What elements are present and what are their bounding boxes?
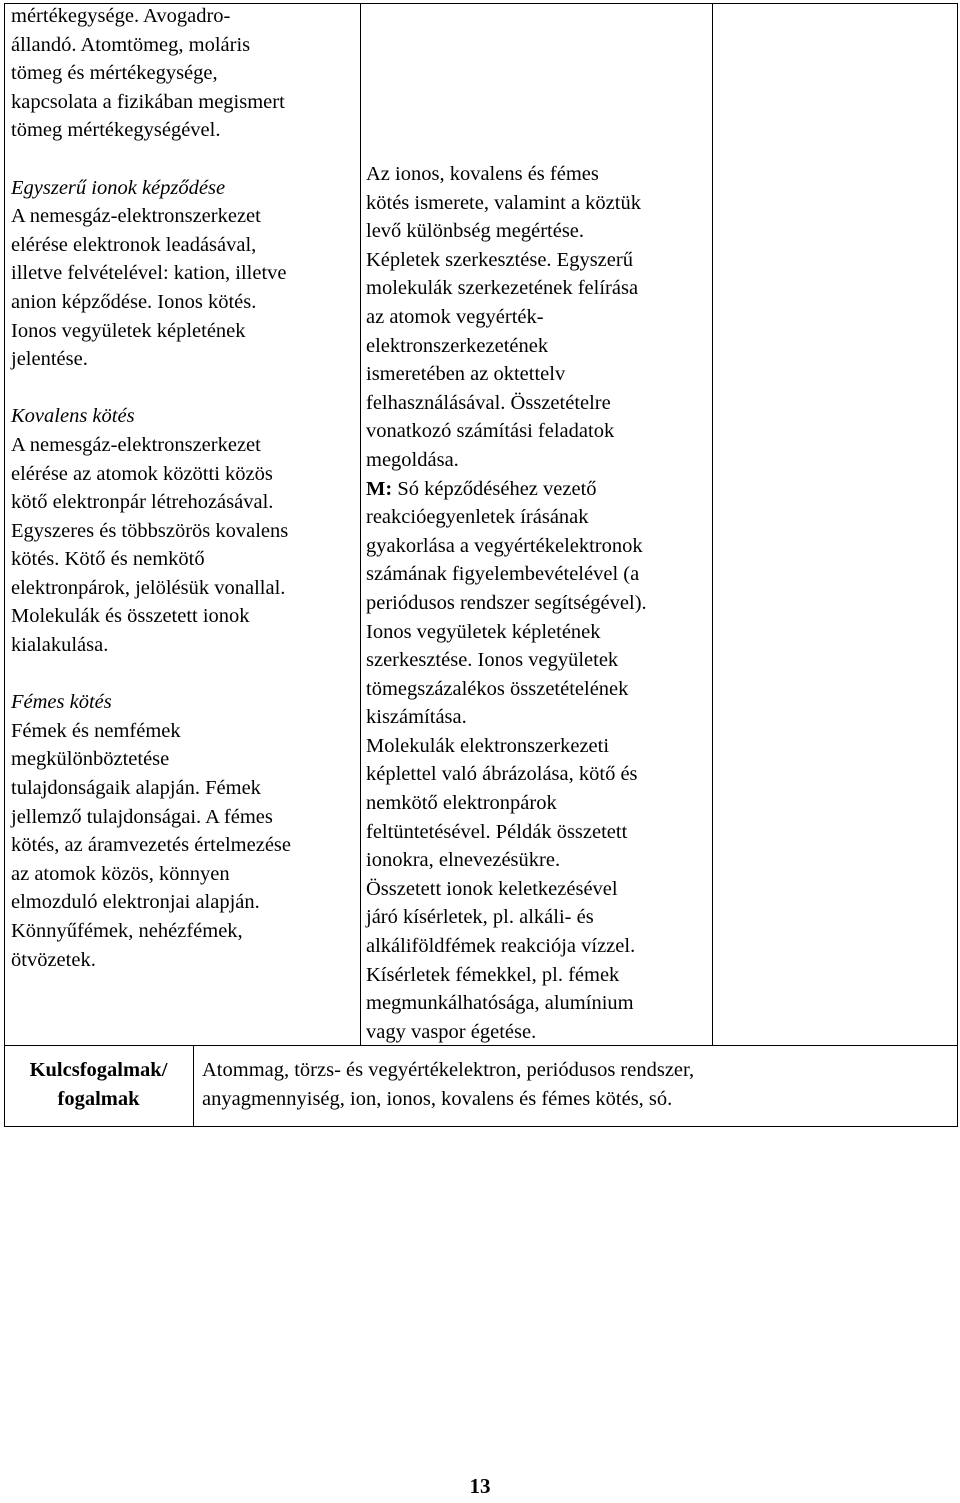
- intro-line: állandó. Atomtömeg, moláris: [11, 33, 251, 56]
- requirement-line: ismeretében az oktettelv: [366, 363, 566, 386]
- requirement-line: vonatkozó számítási feladatok: [366, 420, 615, 443]
- left-column-content: [11, 2, 356, 974]
- key-concepts-label: [5, 1056, 192, 1113]
- requirement-line: ionokra, elnevezésükre.: [366, 849, 561, 872]
- page-number: 13: [469, 1474, 491, 1498]
- section-line: Fémek és nemfémek: [11, 719, 181, 742]
- requirement-line: Összetett ionok keletkezésével: [366, 877, 618, 900]
- section-line: anion képződése. Ionos kötés.: [11, 290, 257, 313]
- requirement-line: nemkötő elektronpárok: [366, 792, 557, 815]
- label-cell-divider: [193, 1045, 194, 1127]
- requirement-line: Képletek szerkesztése. Egyszerű: [366, 248, 633, 271]
- section-line: kötés. Kötő és nemkötő: [11, 548, 205, 571]
- requirement-line: tömegszázalékos összetételének: [366, 677, 629, 700]
- section-line: elmozduló elektronjai alapján.: [11, 891, 260, 914]
- section-line: kialakulása.: [11, 634, 109, 657]
- table-border-right: [957, 3, 958, 1127]
- column-divider-2: [712, 3, 713, 1046]
- key-concepts-line: Atommag, törzs- és vegyértékelektron, periódusos rendszer,: [202, 1059, 695, 1081]
- requirement-line: Molekulák elektronszerkezeti: [366, 734, 610, 757]
- section-heading-metallic-bond: Fémes kötés: [11, 691, 112, 714]
- requirement-line: kiszámítása.: [366, 706, 467, 729]
- requirement-line: megoldása.: [366, 448, 459, 471]
- section-line: Molekulák és összetett ionok: [11, 605, 250, 628]
- requirement-line: kötés ismerete, valamint a köztük: [366, 191, 641, 214]
- column-divider-1: [360, 3, 361, 1046]
- intro-line: mértékegysége. Avogadro-: [11, 5, 231, 27]
- intro-line: kapcsolata a fizikában megismert: [11, 90, 285, 113]
- section-line: illetve felvételével: kation, illetve: [11, 262, 287, 285]
- requirement-line: felhasználásával. Összetételre: [366, 391, 611, 414]
- section-line: megkülönböztetése: [11, 748, 170, 771]
- key-concepts-text: [202, 1056, 952, 1113]
- m-first-line: Só képződéséhez vezető: [392, 477, 597, 500]
- requirement-line: az atomok vegyérték-: [366, 305, 544, 328]
- requirement-line: Kísérletek fémekkel, pl. fémek: [366, 963, 620, 986]
- requirement-line: megmunkálhatósága, alumínium: [366, 992, 634, 1015]
- section-heading-covalent-bond: Kovalens kötés: [11, 405, 135, 428]
- section-line: Könnyűfémek, nehézfémek,: [11, 920, 243, 942]
- requirement-line: feltüntetésével. Példák összetett: [366, 820, 628, 843]
- requirement-line: Ionos vegyületek képletének: [366, 620, 601, 643]
- intro-line: tömeg mértékegységével.: [11, 119, 221, 142]
- key-concepts-label-line: fogalmak: [57, 1087, 140, 1110]
- middle-column-content: [366, 160, 708, 1046]
- table-border-left: [4, 3, 5, 1127]
- requirement-line: molekulák szerkezetének felírása: [366, 277, 639, 300]
- requirement-line: elektronszerkezetének: [366, 334, 549, 357]
- section-line: A nemesgáz-elektronszerkezet: [11, 433, 261, 456]
- section-line: tulajdonságaik alapján. Fémek: [11, 777, 261, 800]
- section-line: jellemző tulajdonságai. A fémes: [11, 805, 273, 828]
- requirement-line-m: [366, 475, 708, 504]
- key-concepts-label-line: Kulcsfogalmak/: [29, 1059, 168, 1081]
- section-heading-simple-ions: Egyszerű ionok képződése: [11, 176, 226, 199]
- requirement-line: alkáliföldfémek reakciója vízzel.: [366, 935, 636, 958]
- requirement-line: képlettel való ábrázolása, kötő és: [366, 763, 638, 786]
- section-line: kötő elektronpár létrehozásával.: [11, 491, 274, 514]
- section-line: jelentése.: [11, 348, 88, 371]
- section-line: elektronpárok, jelölésük vonallal.: [11, 576, 286, 599]
- requirement-line: periódusos rendszer segítségével).: [366, 591, 647, 614]
- section-line: az atomok közös, könnyen: [11, 862, 230, 885]
- section-line: kötés, az áramvezetés értelmezése: [11, 834, 291, 857]
- requirement-line: járó kísérletek, pl. alkáli- és: [366, 906, 594, 929]
- key-concepts-line: anyagmennyiség, ion, ionos, kovalens és fémes kötés, só.: [202, 1087, 673, 1110]
- table-border-bottom: [4, 1126, 958, 1127]
- requirement-line: levő különbség megértése.: [366, 220, 585, 243]
- requirement-line: vagy vaspor égetése.: [366, 1020, 537, 1043]
- section-line: Egyszeres és többszörös kovalens: [11, 519, 289, 542]
- section-line: ötvözetek.: [11, 948, 96, 971]
- requirement-line: számának figyelembevételével (a: [366, 563, 640, 586]
- intro-line: tömeg és mértékegysége,: [11, 62, 218, 85]
- section-line: A nemesgáz-elektronszerkezet: [11, 205, 261, 228]
- requirement-line: gyakorlása a vegyértékelektronok: [366, 534, 643, 557]
- m-label: M:: [366, 477, 393, 500]
- requirement-line: Az ionos, kovalens és fémes: [366, 163, 599, 185]
- section-line: elérése elektronok leadásával,: [11, 233, 257, 256]
- section-line: elérése az atomok közötti közös: [11, 462, 273, 485]
- requirement-line: reakcióegyenletek írásának: [366, 506, 589, 529]
- requirement-line: szerkesztése. Ionos vegyületek: [366, 649, 619, 672]
- section-line: Ionos vegyületek képletének: [11, 319, 246, 342]
